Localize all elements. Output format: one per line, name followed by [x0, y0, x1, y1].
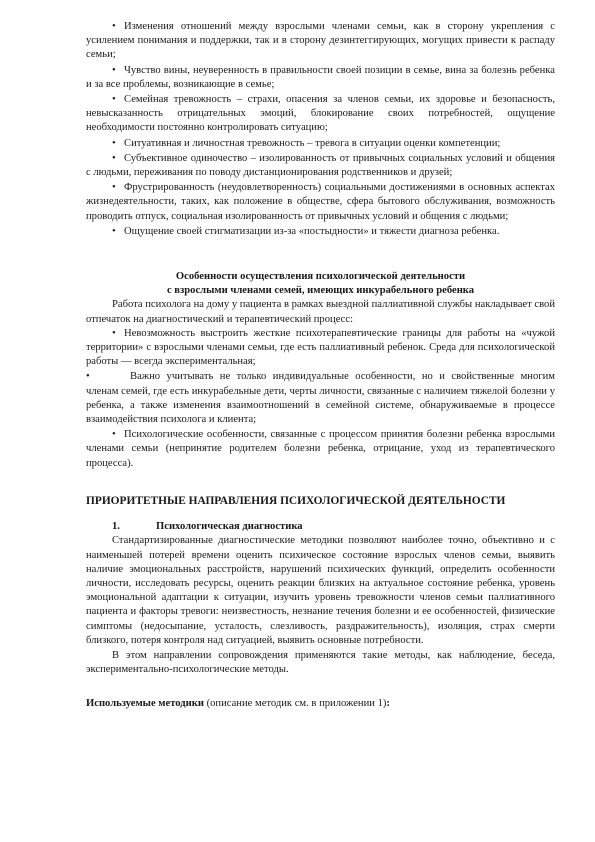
section-heading-line1: Особенности осуществления психологической деятельности: [175, 271, 466, 283]
list-item: • Важно учитывать не только индивидуальные особенности, но и свойственные многим членам семей, где есть инкурабельные дети, черты личности, связанные с наличием тяжелой болезни у ребенка, а также изменения взаимоотношений в семейной системе, обнаруживаемые в процессе взаимодействия психолога и клиента;: [86, 371, 555, 426]
list-item: • Фрустрированность (неудовлетворенность) социальными достижениями в основных аспектах жизнедеятельности, таких, как положение в обществе, сфера бытового обслуживания, возможность проводить отпуск, социальная изолированность от привычных условий и общения с людьми;: [86, 182, 555, 222]
list-item: • Ситуативная и личностная тревожность – тревога в ситуации оценки компетенции;: [86, 137, 555, 151]
subsection-number: 1.: [112, 521, 120, 533]
bullet: •: [86, 371, 90, 383]
methods-label: Используемые методики: [86, 698, 204, 710]
list-item: • Чувство вины, неуверенность в правильности своей позиции в семье, вина за болезнь ребенка и за все проблемы, возникающие в семье;: [86, 64, 555, 90]
list-item: • Психологические особенности, связанные с процессом принятия болезни ребенка взрослыми членами семьи (непринятие родителем болезни ребенка, отрицание, уход из терапевтического процесса).: [86, 429, 555, 469]
section-intro: Работа психолога на дому у пациента в рамках выездной паллиативной службы накладывает свой отпечаток на диагностический и терапевтический процесс:: [86, 299, 555, 325]
bullet: •: [112, 225, 116, 237]
list-item: • Субъективное одиночество – изолированность от привычных социальных условий и общения с людьми, переживания по поводу дистанционирования родственников и друзей;: [86, 152, 555, 179]
bullet: •: [112, 327, 116, 339]
list-item: • Невозможность выстроить жесткие психотерапевтические границы для работы на «чужой территории» с взрослыми членами семьи, где есть паллиативный ребенок. Среда для психологической работы — всегда экспериментальная;: [86, 327, 555, 368]
diagnostics-paragraph: Стандартизированные диагностические методики позволяют наиболее точно, объективно и с наименьшей потерей времени оценить психическое состояние взрослых членов семьи, выявить наличие эмоциональных расстройств, нарушений психических функций, определить особенности личности, исследовать ресурсы, оценить реакции близких на актуальное состояние ребенка, уровень эмоциональной адаптации к ситуации, изучить уровень тревожности членов семьи паллиативного пациента и факторы тревоги: неизвестность, незнание течения болезни и ее особенностей, физические симптомы (недосыпание, усталость, слезливость, раздражительность), изоляция, страх смерти близкого, потеря контроля над ситуацией, выявить основные потребности.: [86, 535, 555, 646]
bullet: •: [112, 137, 116, 149]
bullet: •: [112, 429, 116, 441]
bullet: •: [112, 152, 116, 164]
priority-directions-heading: ПРИОРИТЕТНЫЕ НАПРАВЛЕНИЯ ПСИХОЛОГИЧЕСКОЙ ДЕЯТЕЛЬНОСТИ: [86, 494, 506, 507]
subsection-title: Психологическая диагностика: [156, 521, 303, 533]
bullet: •: [112, 21, 116, 32]
subsection-heading: [86, 520, 555, 534]
bullet: •: [112, 64, 116, 76]
bullet: •: [112, 182, 116, 194]
bullet: •: [112, 94, 116, 106]
list-item: • Изменения отношений между взрослыми членами семьи, как в сторону укрепления с усилением понимания и поддержки, так и в сторону дезинтеггирующих, могущих привести к распаду семьи;: [86, 21, 555, 61]
methods-line: Используемые методики (описание методик см. в приложении 1):: [86, 698, 390, 710]
list-item: • Ощущение своей стигматизации из-за «постыдности» и тяжести диагноза ребенка.: [86, 225, 555, 239]
methods-paragraph: В этом направлении сопровождения применяются такие методы, как наблюдение, беседа, экспериментально-психологические методы.: [86, 649, 555, 676]
methods-note: (описание методик см. в приложении 1): [203, 698, 387, 710]
section-heading-line2: с взрослыми членами семей, имеющих инкурабельного ребенка: [166, 285, 475, 297]
list-item: • Семейная тревожность – страхи, опасения за членов семьи, их здоровье и безопасность, невысказанность отрицательных эмоций, блокирование своих потребностей, ощущение необходимости постоянно контролировать ситуацию;: [86, 94, 555, 134]
